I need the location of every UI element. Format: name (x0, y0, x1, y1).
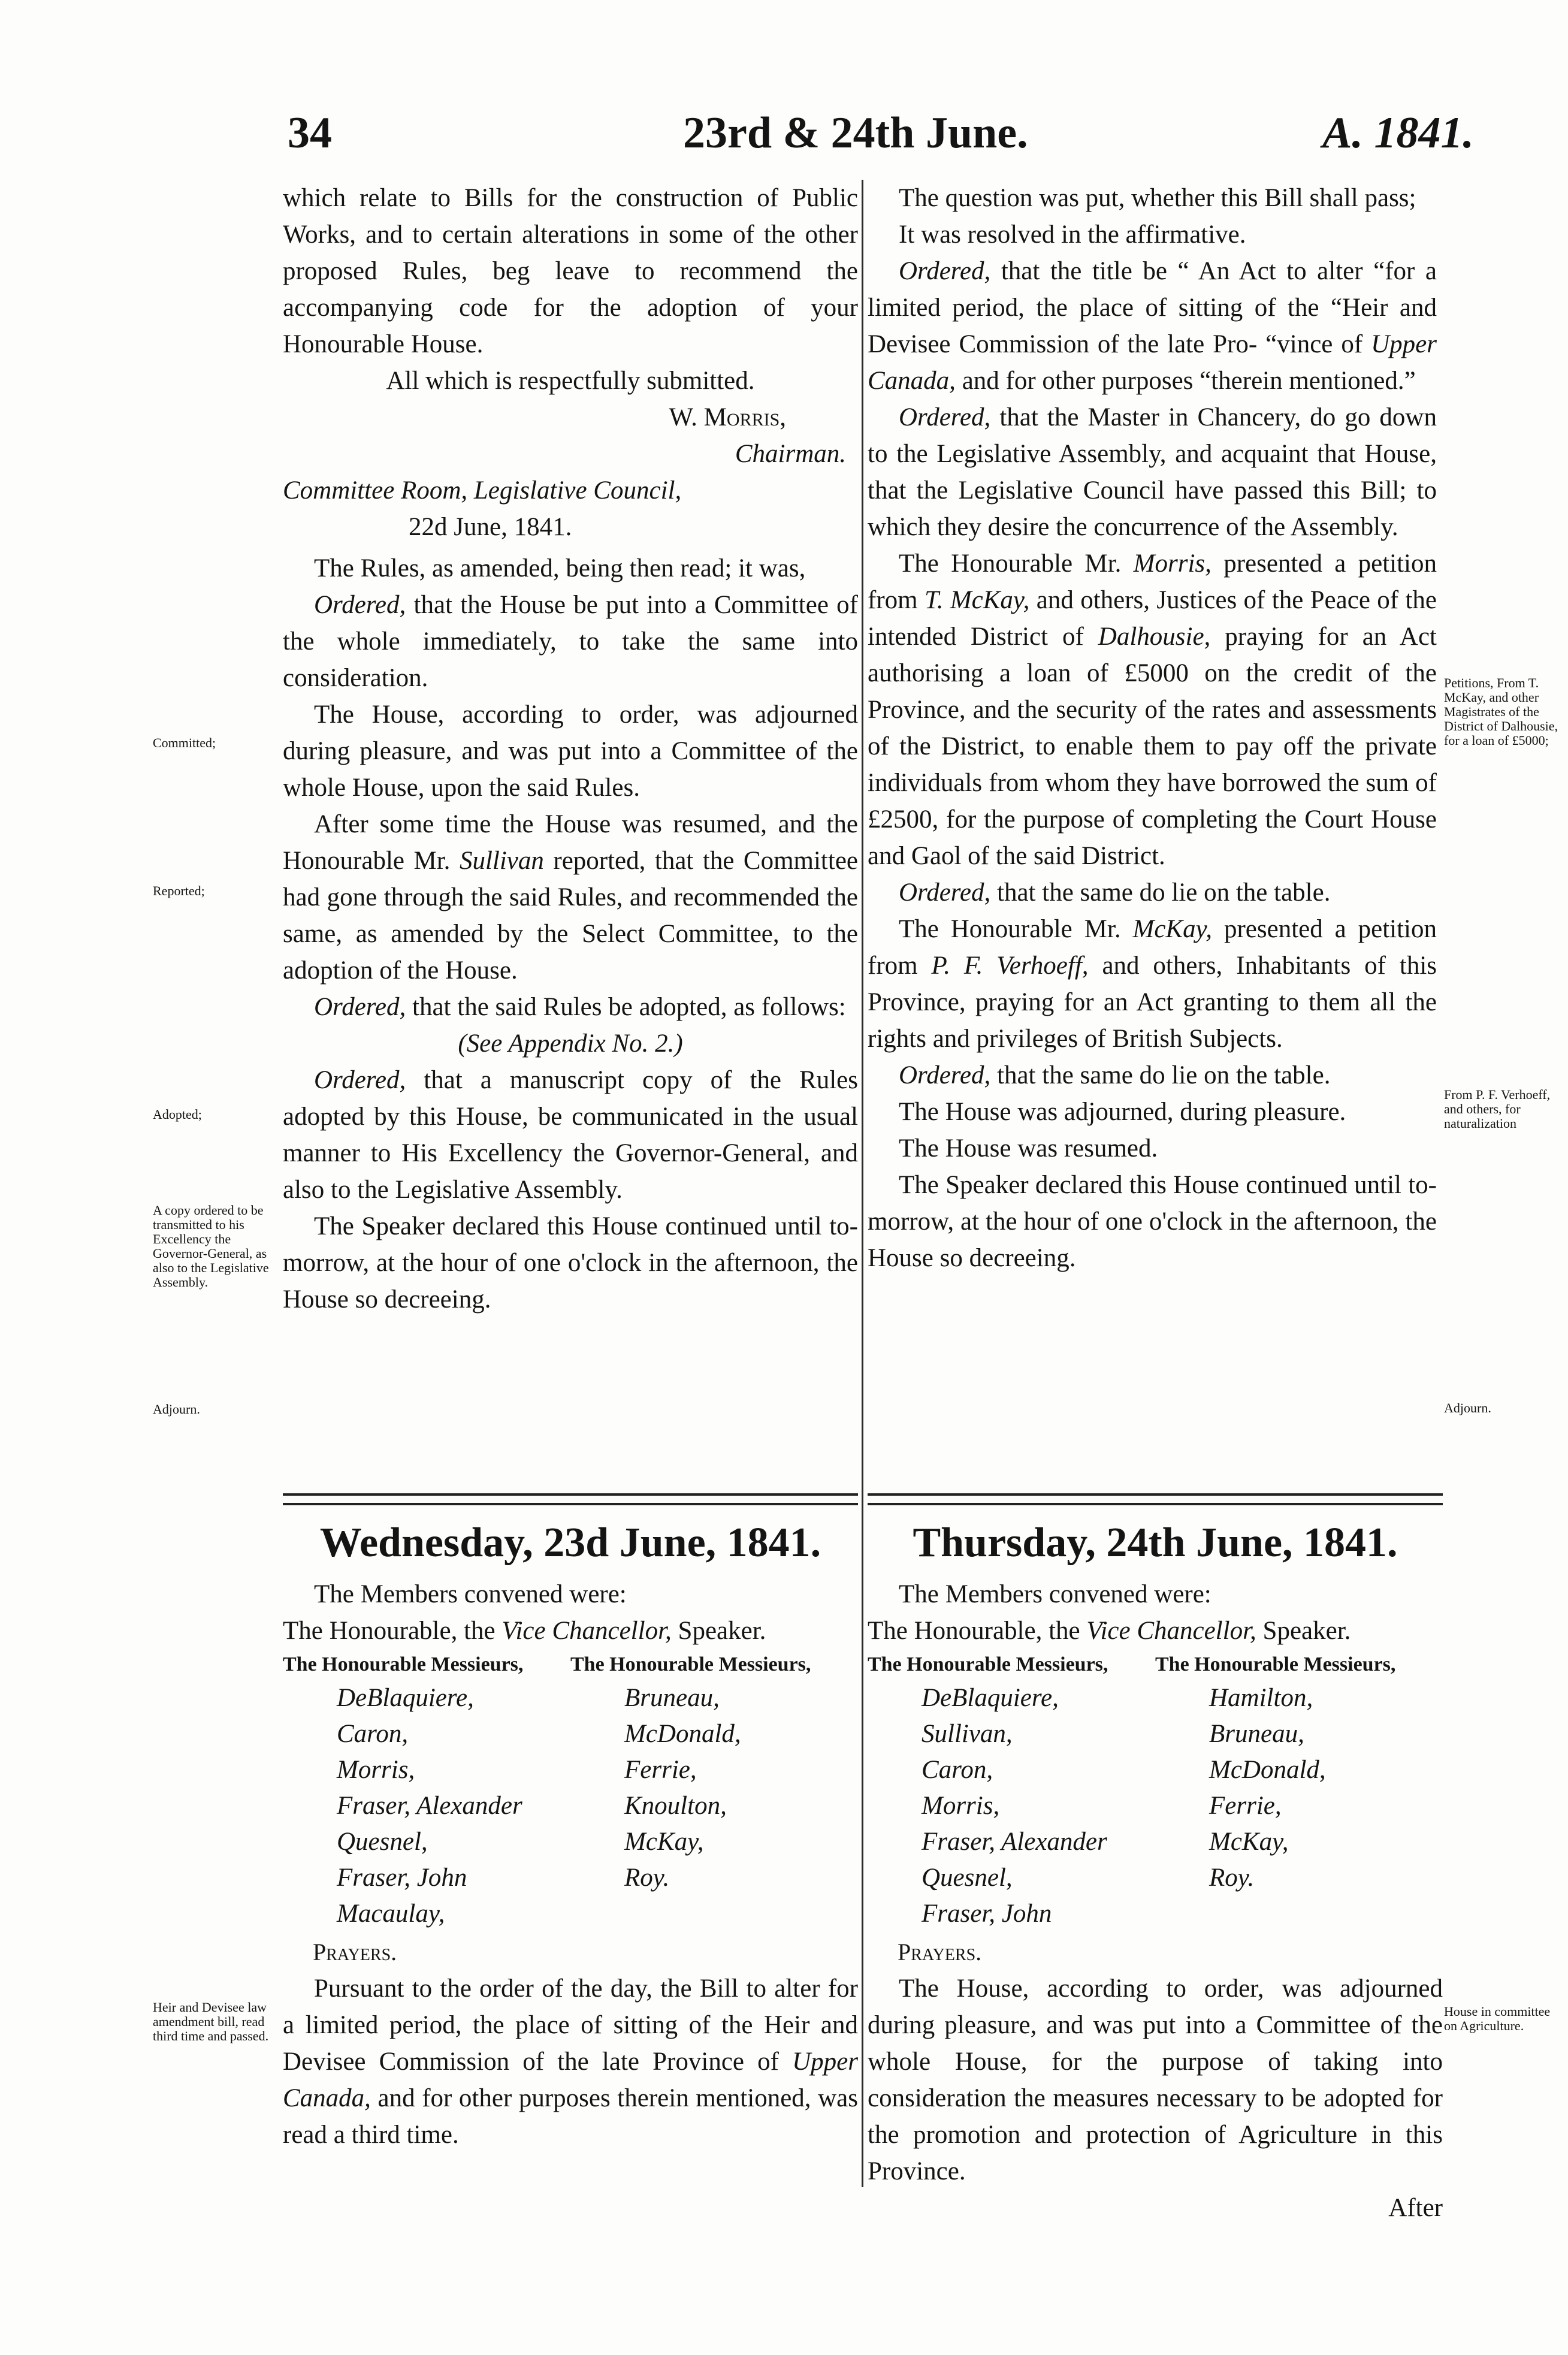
member-name: Quesnel, (337, 1828, 428, 1856)
header-date: 23rd & 24th June. (683, 108, 1028, 158)
members-heading: The Honourable Messieurs, (1155, 1653, 1396, 1675)
paragraph: The House, according to order, was adjourned during pleasure, and was put into a Committee of the whole House, upon the said Rules. (283, 701, 858, 802)
member-name: Ferrie, (624, 1756, 697, 1784)
page-number: 34 (288, 108, 332, 158)
member-name: Bruneau, (1209, 1720, 1304, 1748)
paragraph: The Members convened were: (314, 1580, 627, 1608)
margin-note-reported: Reported; (153, 883, 205, 898)
member-name: Morris, (337, 1756, 415, 1784)
members-heading: The Honourable Messieurs, (570, 1653, 811, 1675)
member-name: McDonald, (1209, 1756, 1326, 1784)
left-column-top (283, 180, 858, 1318)
member-name: McKay, (624, 1828, 704, 1856)
paragraph: The Honourable Mr. McKay, presented a petition from P. F. Verhoeff, and others, Inhabitants of this Province, praying for an Act granting to them all the rights and privileges of British Subjects. (868, 915, 1437, 1053)
section-rule-right (868, 1493, 1443, 1505)
paragraph: The Honourable Mr. Morris, presented a petition from T. McKay, and others, Justices of the Peace of the intended District of Dalhousie, praying for an Act authorising a loan of £5000 on the credit of the Province, and the security of the rates and assessments of the District, to enable them to pay off the private individuals from whom they have borrowed the sum of £2500, for the purpose of completing the Court House and Gaol of the said District. (868, 550, 1437, 870)
margin-note-petitions: Petitions, From T. McKay, and other Magistrates of the District of Dalhousie, for a loan of £5000; (1444, 675, 1558, 748)
member-name: DeBlaquiere, (337, 1684, 474, 1712)
paragraph: Ordered, that the Master in Chancery, do go down to the Legislative Assembly, and acquaint that House, that the Legislative Council have passed this Bill; to which they desire the concurrence of the Assembly. (868, 403, 1437, 541)
member-name: Fraser, Alexander (922, 1828, 1107, 1856)
signer-title: Chairman. (735, 440, 846, 468)
paragraph: The House, according to order, was adjourned during pleasure, and was put into a Committee of the whole House, for the purpose of taking into consideration the measures necessary to be adopted for the promotion and protection of Agriculture in this Province. (868, 1974, 1443, 2185)
paragraph: The House was adjourned, during pleasure. (899, 1098, 1346, 1126)
member-name: Morris, (922, 1792, 1000, 1820)
paragraph: Ordered, that the said Rules be adopted, as follows: (314, 993, 846, 1021)
paragraph: The question was put, whether this Bill shall pass; (899, 184, 1416, 212)
margin-note-adjourn-right: Adjourn. (1444, 1400, 1491, 1415)
member-name: Sullivan, (922, 1720, 1013, 1748)
paragraph: The Rules, as amended, being then read; it was, (314, 554, 806, 582)
member-name: Hamilton, (1209, 1684, 1313, 1712)
paragraph: All which is respectfully submitted. (386, 367, 755, 395)
members-heading: The Honourable Messieurs, (868, 1653, 1108, 1675)
page-header (288, 108, 1474, 174)
committee-date: 22d June, 1841. (409, 513, 572, 541)
day-heading: Thursday, 24th June, 1841. (913, 1520, 1398, 1566)
margin-note-committed: Committed; (153, 735, 216, 750)
paragraph: Ordered, that the same do lie on the table. (899, 1061, 1331, 1089)
member-name: Bruneau, (624, 1684, 720, 1712)
signer-name: W. Morris, (669, 403, 786, 431)
paragraph: The Speaker declared this House continued until to-morrow, at the hour of one o'clock in the afternoon, the House so decreeing. (283, 1212, 858, 1314)
member-name: Ferrie, (1209, 1792, 1282, 1820)
appendix-reference: (See Appendix No. 2.) (458, 1029, 683, 1058)
thursday-section (868, 1516, 1443, 2226)
paragraph: Ordered, that the title be “ An Act to alter “for a limited period, the place of sitting of the “Heir and Devisee Commission of the late Pro- “vince of Upper Canada, and for other purposes “therein mentioned.” (868, 257, 1437, 395)
members-column (283, 1649, 570, 1932)
member-name: McDonald, (624, 1720, 741, 1748)
paragraph: which relate to Bills for the construction of Public Works, and to certain alterations in some of the other proposed Rules, beg leave to recommend the accompanying code for the adoption of your Honourable House. (283, 184, 858, 358)
members-list (868, 1649, 1443, 1932)
wednesday-section (283, 1516, 858, 2153)
paragraph: Ordered, that a manuscript copy of the Rules adopted by this House, be communicated in the usual manner to His Excellency the Governor-General, and also to the Legislative Assembly. (283, 1066, 858, 1204)
margin-note-copy-ordered: A copy ordered to be transmitted to his Excellency the Governor-General, as also to the Legislative Assembly. (153, 1203, 269, 1290)
speaker-line: The Honourable, the Vice Chancellor, Speaker. (868, 1617, 1351, 1645)
members-heading: The Honourable Messieurs, (283, 1653, 524, 1675)
header-year: A. 1841. (1322, 108, 1474, 158)
margin-note-adopted: Adopted; (153, 1107, 202, 1122)
margin-note-verhoeff: From P. F. Verhoeff, and others, for naturalization (1444, 1087, 1551, 1131)
column-divider (862, 180, 863, 2187)
speaker-line: The Honourable, the Vice Chancellor, Speaker. (283, 1617, 766, 1645)
day-heading: Wednesday, 23d June, 1841. (319, 1520, 821, 1566)
paragraph: Pursuant to the order of the day, the Bill to alter for a limited period, the place of sitting of the Heir and Devisee Commission of the late Province of Upper Canada, and for other purposes therein mentioned, was read a third time. (283, 1974, 858, 2149)
catchword: After (1388, 2194, 1443, 2222)
margin-note-adjourn: Adjourn. (153, 1402, 200, 1417)
member-name: Roy. (624, 1864, 670, 1892)
prayers-label: Prayers. (898, 1939, 982, 1965)
paragraph: Ordered, that the same do lie on the table. (899, 878, 1331, 907)
member-name: Quesnel, (922, 1864, 1013, 1892)
paragraph: Ordered, that the House be put into a Committee of the whole immediately, to take the same into consideration. (283, 591, 858, 692)
member-name: Fraser, Alexander (337, 1792, 522, 1820)
paragraph: The Members convened were: (899, 1580, 1212, 1608)
paragraph: The House was resumed. (899, 1134, 1158, 1163)
paragraph: After some time the House was resumed, and the Honourable Mr. Sullivan reported, that the Committee had gone through the said Rules, and recommended the same, as amended by the Select Committee, to the adoption of the House. (283, 810, 858, 985)
member-name: McKay, (1209, 1828, 1289, 1856)
members-list (283, 1649, 858, 1932)
margin-note-heir-devisee: Heir and Devisee law amendment bill, read third time and passed. (153, 2000, 269, 2043)
paragraph: The Speaker declared this House continued until to-morrow, at the hour of one o'clock in the afternoon, the House so decreeing. (868, 1171, 1437, 1272)
member-name: Knoulton, (624, 1792, 727, 1820)
prayers-label: Prayers. (313, 1939, 397, 1965)
member-name: Fraser, John (922, 1900, 1052, 1928)
member-name: Macaulay, (337, 1900, 445, 1928)
paragraph: It was resolved in the affirmative. (899, 221, 1246, 249)
section-rule-left (283, 1493, 858, 1505)
member-name: Roy. (1209, 1864, 1255, 1892)
members-column (1155, 1649, 1443, 1932)
committee-room: Committee Room, Legislative Council, (283, 476, 682, 505)
margin-note-agriculture: House in committee on Agriculture. (1444, 2004, 1551, 2033)
member-name: DeBlaquiere, (922, 1684, 1059, 1712)
members-column (868, 1649, 1155, 1932)
right-column-top (868, 180, 1437, 1276)
members-column (570, 1649, 858, 1932)
member-name: Caron, (922, 1756, 993, 1784)
member-name: Caron, (337, 1720, 409, 1748)
member-name: Fraser, John (337, 1864, 467, 1892)
